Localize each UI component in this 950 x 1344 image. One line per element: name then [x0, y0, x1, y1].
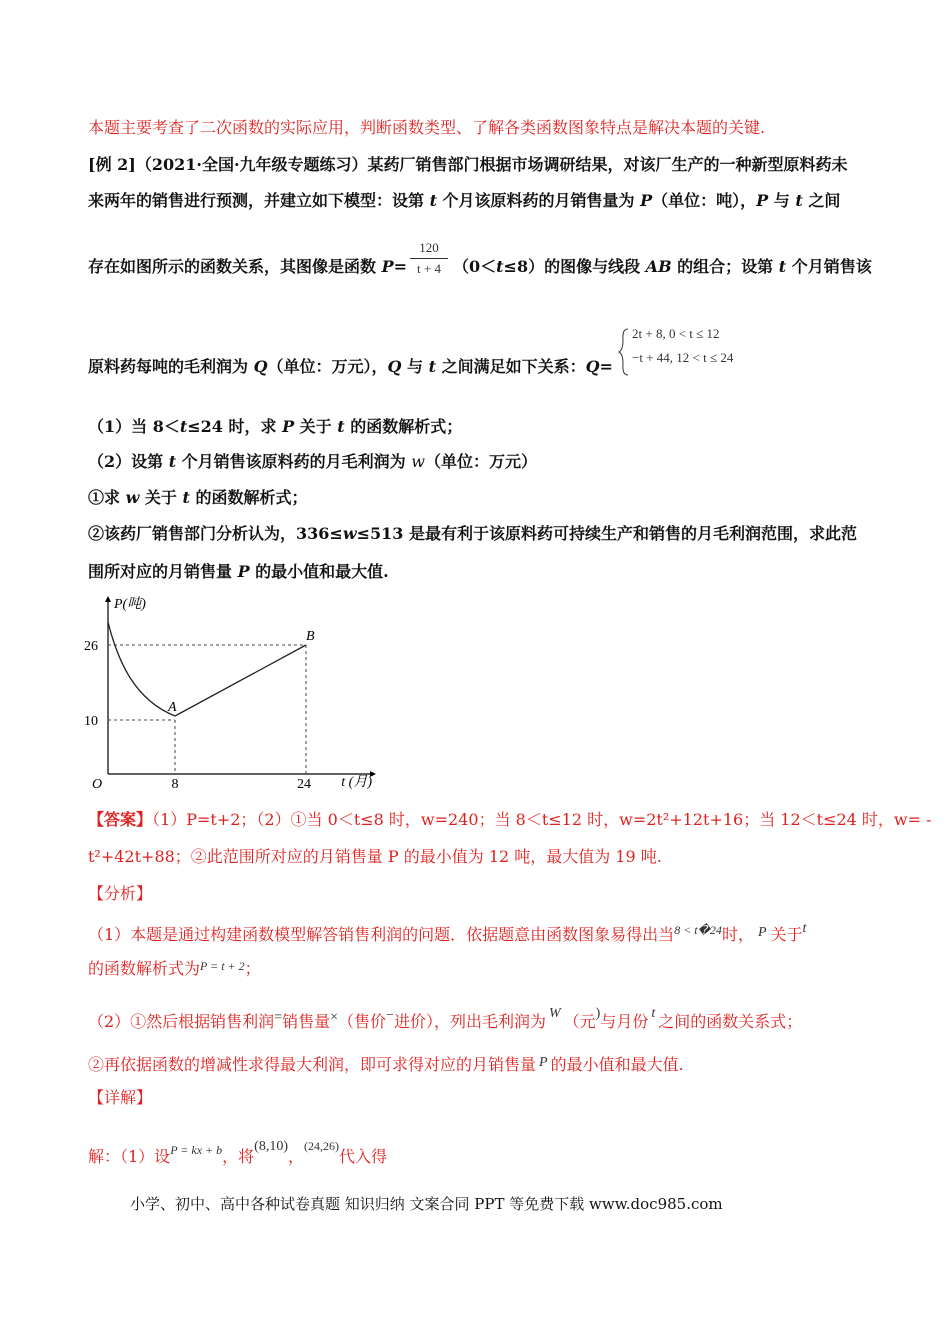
analysis-text: （2）①然后根据销售利润 [88, 1012, 275, 1031]
var-p: P [757, 925, 767, 940]
fraction-numerator: 120 [419, 240, 439, 255]
equals-sign: = [599, 357, 613, 376]
q-text: 的函数解析式； [344, 417, 463, 436]
var-t: t [337, 417, 345, 436]
var-t: t [428, 357, 437, 376]
y-tick-10: 10 [84, 714, 98, 729]
expr-p-eq-kx-plus-b: P = kx + b [170, 1143, 223, 1157]
point-24-26: (24,26) [304, 1139, 340, 1153]
segment-ab-line [175, 645, 306, 716]
function-graph [80, 592, 380, 792]
origin-label: O [92, 777, 103, 792]
example-label: [例 2] [88, 155, 136, 174]
x-tick-8: 8 [171, 777, 179, 792]
var-t: t [429, 191, 437, 210]
var-t: t [168, 452, 177, 471]
example-text: ≤8）的图像与线段 [503, 257, 646, 276]
example-text: 与 [768, 191, 796, 210]
answer-text: （1）P=t+2；（2）①当 0＜t≤8 时，w=240；当 8＜t≤12 时，w=2t²+12t+16；当 12＜t≤24 时，w= - [152, 810, 932, 829]
example-text: 之间满足如下关系： [436, 357, 586, 376]
question-2 [88, 451, 537, 473]
analysis-text: （1）本题是通过构建函数模型解答销售利润的问题．依据题意由函数图象易得出当 [88, 925, 675, 944]
example-text: 存在如图所示的函数关系，其图像是函数 [88, 257, 382, 276]
var-q: Q [387, 357, 402, 376]
fraction-120-over-t-plus-4 [410, 240, 448, 277]
answer-tag: 【答案】 [88, 810, 153, 829]
paren: ) [595, 1006, 601, 1021]
fraction-denominator: t + 4 [417, 261, 441, 276]
equals-sign: = [274, 1010, 283, 1025]
analysis-text: （售价 [338, 1012, 387, 1031]
q-text: （1）当 8＜ [88, 417, 180, 436]
detail-text: ，将 [222, 1147, 255, 1166]
y-tick-26: 26 [84, 639, 98, 654]
minus-sign: − [386, 1008, 394, 1023]
analysis-line-2 [88, 955, 261, 980]
q-text: 关于 [294, 417, 338, 436]
example-text: 与 [401, 357, 429, 376]
var-t: t [496, 257, 504, 276]
answer-line-2: t²+42t+88；②此范围所对应的月销售量 P 的最小值为 12 吨，最大值为 19 吨. [88, 847, 662, 866]
condition-expr: 8 < t�24 [674, 923, 722, 937]
analysis-text: 与月份 [600, 1012, 649, 1031]
var-p: P [381, 257, 394, 276]
question-2-2-cont [88, 561, 389, 583]
var-t: t [179, 417, 188, 436]
var-p: P [282, 417, 295, 436]
expr-p-eq-t-plus-2: P = t + 2 [200, 959, 245, 973]
var-w: W [548, 1006, 561, 1021]
question-2-1 [88, 487, 307, 509]
curve-p [108, 622, 175, 716]
q-text: ①求 [88, 488, 126, 507]
example-text: 之间 [802, 191, 841, 210]
x-tick-24: 24 [297, 777, 311, 792]
summary-line: 本题主要考查了二次函数的实际应用，判断函数类型、了解各类函数图象特点是解决本题的关键. [88, 118, 766, 137]
answer-line-1 [88, 809, 932, 831]
example-text: 个月该原料药的月销售量为 [436, 191, 641, 210]
analysis-text: （元 [563, 1012, 596, 1031]
analysis-text: 时， [721, 925, 754, 944]
question-2-2 [88, 523, 857, 545]
point-a-label: A [168, 700, 177, 715]
detail-text: ， [288, 1147, 305, 1166]
analysis-line-4 [88, 1052, 684, 1076]
brace-icon [618, 328, 630, 376]
var-p: P [756, 191, 769, 210]
example-line-3 [88, 256, 872, 278]
segment-ab: AB [645, 257, 672, 276]
q-text: 围所对应的月销售量 [88, 562, 238, 581]
analysis-line-3 [88, 1003, 802, 1033]
example-text: 个月销售该 [786, 257, 872, 276]
q-text: 的最小值和最大值. [249, 562, 389, 581]
var-w: w [411, 452, 425, 471]
var-t: t [795, 191, 803, 210]
x-axis-label: t (月) [341, 775, 372, 790]
analysis-text: 的最小值和最大值. [550, 1055, 684, 1074]
detail-text: 代入得 [339, 1147, 388, 1166]
var-p: P [539, 1055, 548, 1070]
detail-tag: 【详解】 [88, 1088, 153, 1107]
equals-sign: = [393, 257, 408, 276]
example-text: （单位：吨）， [652, 191, 757, 210]
q-text: （2）设第 [88, 452, 169, 471]
example-text: 来两年的销售进行预测，并建立如下模型：设第 [88, 191, 430, 210]
y-axis-arrow-icon [105, 596, 111, 602]
var-w: w [125, 488, 140, 507]
y-axis-label: P(吨) [114, 597, 146, 612]
footer: 小学、初中、高中各种试卷真题 知识归纳 文案合同 PPT 等免费下载 www.doc985.com [130, 1195, 723, 1213]
times-sign: × [330, 1010, 339, 1025]
q-text: 关于 [139, 488, 183, 507]
analysis-text: ②再依据函数的增减性求得最大利润，即可求得对应的月销售量 [88, 1055, 537, 1074]
analysis-text: 的函数解析式为 [88, 959, 201, 978]
q-text: 个月销售该原料药的月毛利润为 [176, 452, 412, 471]
analysis-text: 销售量 [282, 1012, 331, 1031]
q-text: ≤513 是最有利于该原料药可持续生产和销售的月毛利润范围，求此范 [356, 524, 857, 543]
example-line-4 [88, 356, 613, 378]
example-line-1 [88, 154, 848, 176]
var-w: w [342, 524, 357, 543]
example-text: （0＜ [453, 257, 497, 276]
q-text: ②该药厂销售部门分析认为，336≤ [88, 524, 343, 543]
question-1 [88, 416, 462, 438]
example-text: （单位：万元）， [267, 357, 388, 376]
var-q: Q [253, 357, 268, 376]
q-text: ≤24 时，求 [187, 417, 283, 436]
var-p: P [640, 191, 653, 210]
detail-text: 解：（1）设 [88, 1147, 171, 1166]
var-p: P [237, 562, 250, 581]
var-q: Q [585, 357, 600, 376]
example-source: （2021·全国·九年级专题练习） [135, 155, 368, 174]
q-text: 的函数解析式； [189, 488, 308, 507]
example-line-2 [88, 190, 840, 212]
analysis-text: 进价），列出毛利润为 [393, 1012, 546, 1031]
q-text: （单位：万元） [424, 452, 537, 471]
var-t: t [802, 921, 807, 936]
var-t: t [651, 1006, 656, 1021]
point-b-label: B [306, 629, 315, 644]
example-text: 的组合；设第 [671, 257, 779, 276]
piece-1: 2t + 8, 0 < t ≤ 12 [632, 326, 720, 341]
var-t: t [182, 488, 190, 507]
analysis-text: 关于 [770, 925, 803, 944]
var-t: t [778, 257, 787, 276]
example-text: 某药厂销售部门根据市场调研结果，对该厂生产的一种新型原料药未 [367, 155, 848, 174]
piece-2: −t + 44, 12 < t ≤ 24 [632, 350, 734, 365]
example-text: 原料药每吨的毛利润为 [88, 357, 254, 376]
analysis-text: ； [244, 959, 261, 978]
analysis-line-1 [88, 918, 806, 946]
analysis-text: 之间的函数关系式； [658, 1012, 803, 1031]
analysis-tag: 【分析】 [88, 884, 153, 903]
point-8-10: (8,10) [254, 1139, 288, 1154]
detail-line-1 [88, 1135, 387, 1168]
